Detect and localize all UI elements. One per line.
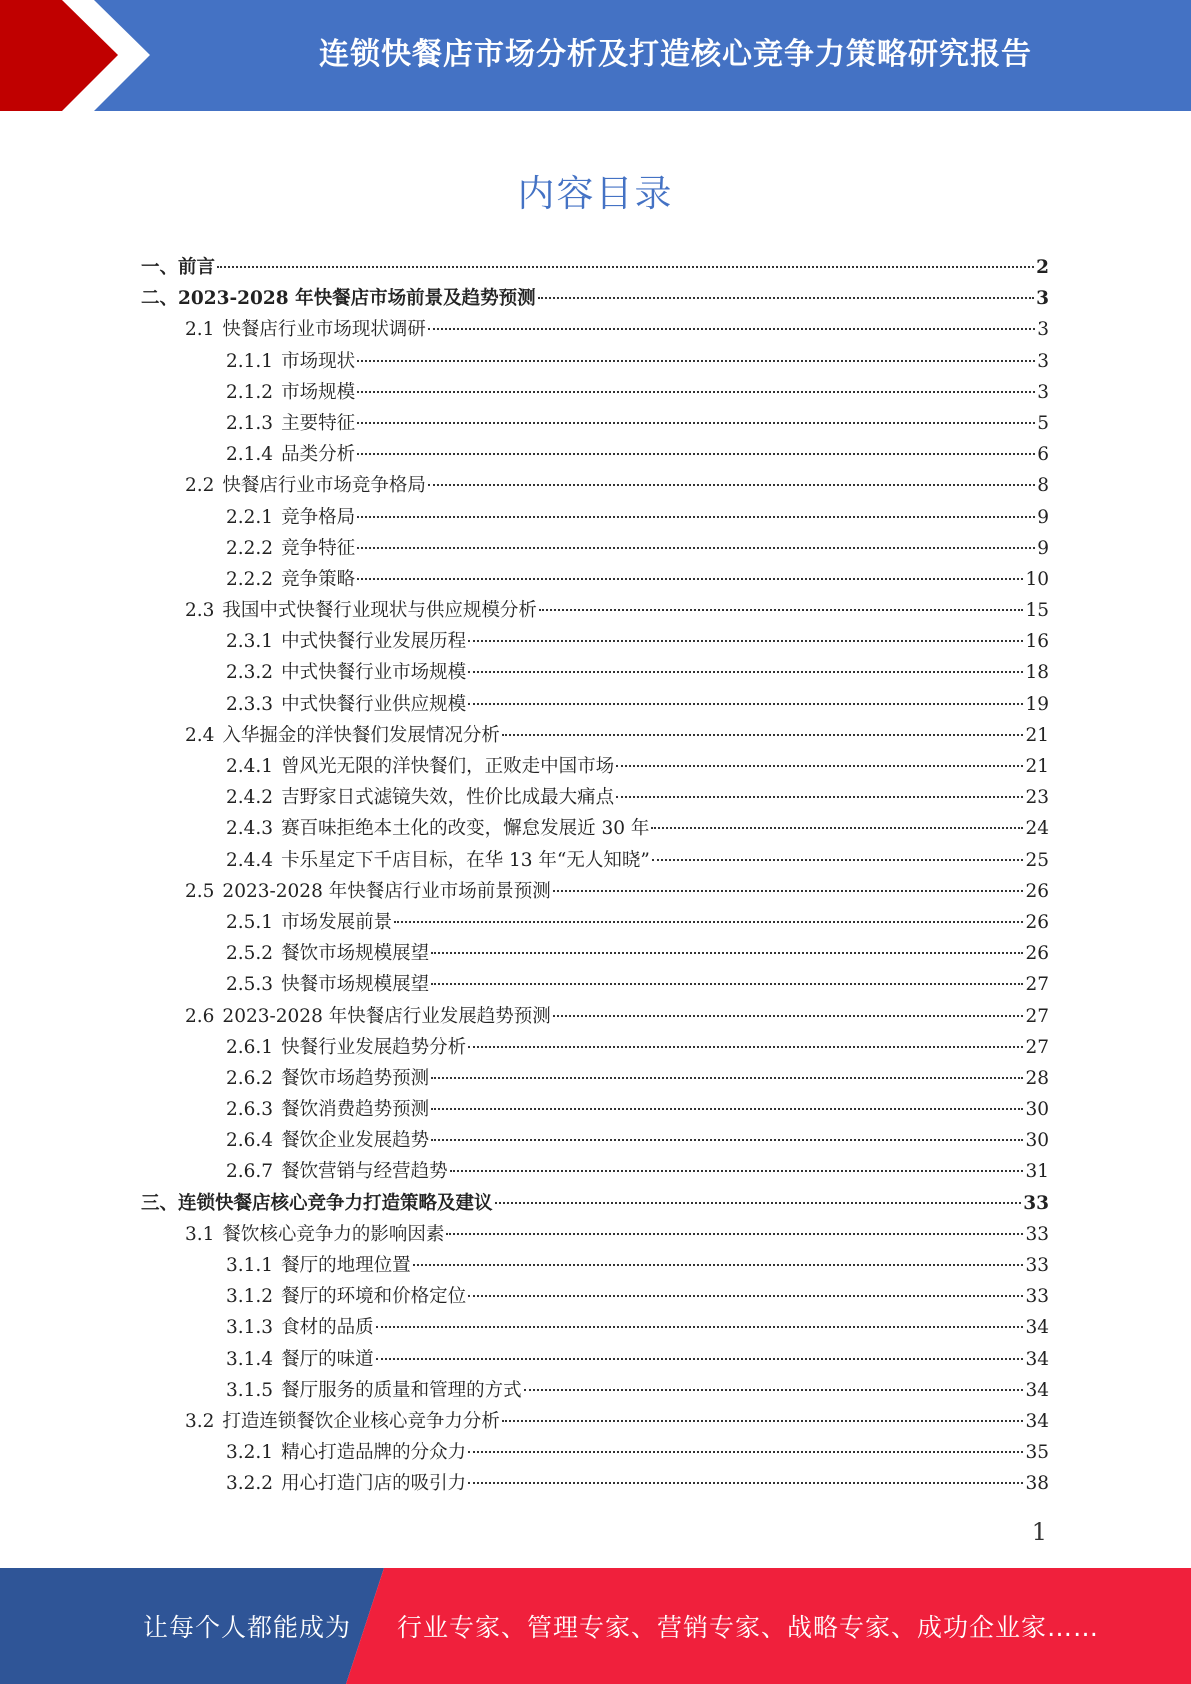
toc-dot-leader: [539, 609, 1024, 611]
report-title: 连锁快餐店市场分析及打造核心竞争力策略研究报告: [319, 37, 1032, 72]
toc-entry-page: 30: [1025, 1130, 1049, 1152]
toc-entry-title: 入华掘金的洋快餐们发展情况分析: [222, 724, 500, 746]
toc-entry-page: 21: [1025, 756, 1049, 777]
toc-entry-number: 2.2.2: [226, 568, 274, 590]
toc-entry-number: 2.2: [185, 475, 215, 497]
toc-dot-leader: [553, 890, 1024, 892]
toc-entry-number: 2.1: [185, 319, 215, 341]
toc-entry-title: 前言: [178, 257, 216, 278]
toc-entry-number: 2.6.7: [226, 1161, 274, 1183]
toc-entry[interactable]: [141, 315, 1049, 346]
toc-entry-number: 2.6: [185, 1005, 215, 1027]
toc-dot-leader: [538, 297, 1035, 299]
toc-entry[interactable]: [141, 658, 1049, 689]
toc-dot-leader: [553, 1015, 1024, 1017]
toc-entry[interactable]: [141, 503, 1049, 534]
header-banner: [0, 0, 1191, 111]
toc-dot-leader: [357, 360, 1035, 362]
toc-entry[interactable]: [141, 440, 1049, 471]
toc-dot-leader: [651, 827, 1023, 829]
toc-entry-title: 2023-2028 年快餐店行业发展趋势预测: [222, 1005, 551, 1027]
toc-entry-title: 市场规模: [281, 381, 356, 403]
toc-dot-leader: [357, 516, 1035, 518]
toc-entry-number: 3.1.4: [226, 1348, 274, 1370]
toc-dot-leader: [468, 703, 1023, 705]
toc-entry-number: 2.6.4: [226, 1130, 274, 1152]
toc-entry-number: 二、: [141, 288, 179, 310]
toc-entry-page: 21: [1025, 724, 1049, 746]
toc-dot-leader: [431, 952, 1023, 954]
toc-entry-title: 快餐店行业市场竞争格局: [222, 475, 426, 497]
toc-entry-title: 餐厅的味道: [281, 1348, 374, 1370]
toc-entry[interactable]: [141, 1282, 1049, 1313]
toc-entry-number: 3.1.3: [226, 1317, 274, 1339]
toc-entry-title: 吉野家日式滤镜失效，性价比成最大痛点: [281, 787, 615, 809]
toc-entry[interactable]: [141, 253, 1049, 284]
toc-entry-page: 3: [1036, 288, 1049, 310]
toc-entry-title: 打造连锁餐饮企业核心竞争力分析: [222, 1410, 500, 1432]
toc-dot-leader: [357, 453, 1035, 455]
toc-entry-title: 2023-2028 年快餐店行业市场前景预测: [222, 880, 551, 902]
toc-entry-title: 竞争格局: [281, 506, 356, 528]
toc-entry-page: 18: [1025, 662, 1049, 684]
toc-entry[interactable]: [141, 939, 1049, 970]
toc-entry[interactable]: [141, 908, 1049, 939]
toc-entry-number: 2.3.1: [226, 631, 274, 653]
toc-dot-leader: [357, 391, 1035, 393]
toc-entry-page: 27: [1025, 1036, 1049, 1058]
toc-entry[interactable]: [141, 690, 1049, 721]
toc-entry-number: 2.6.2: [226, 1067, 274, 1089]
toc-entry[interactable]: [141, 1064, 1049, 1095]
toc-entry-number: 3.2.2: [226, 1473, 274, 1495]
toc-entry-title: 用心打造门店的吸引力: [281, 1473, 467, 1495]
toc-entry-page: 3: [1037, 350, 1049, 372]
toc-dot-leader: [357, 578, 1023, 580]
toc-entry[interactable]: [141, 752, 1049, 783]
toc-dot-leader: [468, 1046, 1023, 1048]
toc-entry-title: 连锁快餐店核心竞争力打造策略及建议: [178, 1192, 493, 1214]
toc-entry-title: 中式快餐行业市场规模: [281, 662, 467, 684]
toc-entry-page: 33: [1025, 1255, 1049, 1276]
toc-entry-number: 2.1.2: [226, 381, 274, 403]
toc-dot-leader: [376, 1326, 1024, 1328]
toc-entry-number: 一、: [141, 257, 179, 278]
toc-entry[interactable]: [141, 1345, 1049, 1376]
toc-entry-page: 38: [1025, 1473, 1049, 1495]
toc-entry-number: 3.1.5: [226, 1379, 274, 1401]
toc-entry-page: 8: [1037, 475, 1049, 497]
toc-dot-leader: [431, 1077, 1023, 1079]
toc-dot-leader: [431, 983, 1023, 985]
toc-dot-leader: [428, 328, 1035, 330]
toc-entry[interactable]: [141, 565, 1049, 596]
toc-dot-leader: [616, 796, 1023, 798]
toc-entry[interactable]: [141, 877, 1049, 908]
toc-dot-leader: [450, 1170, 1024, 1172]
toc-entry-title: 品类分析: [281, 444, 356, 466]
toc-entry[interactable]: [141, 814, 1049, 845]
toc-entry-title: 我国中式快餐行业现状与供应规模分析: [222, 600, 537, 622]
toc-entry-title: 餐饮营销与经营趋势: [281, 1161, 448, 1183]
toc-entry-page: 26: [1025, 911, 1049, 933]
toc-entry[interactable]: [141, 1189, 1049, 1220]
toc-dot-leader: [495, 1202, 1022, 1204]
footer-slogan-right: 行业专家、管理专家、营销专家、战略专家、成功企业家……: [397, 1613, 1100, 1642]
toc-entry-page: 34: [1025, 1348, 1049, 1370]
toc-entry-page: 5: [1037, 412, 1049, 434]
footer-slogan-left: 让每个人都能成为: [143, 1613, 352, 1642]
toc-entry-number: 3.2: [185, 1410, 215, 1432]
toc-entry-page: 34: [1025, 1379, 1049, 1401]
toc-entry-page: 19: [1025, 693, 1049, 715]
toc-entry-page: 16: [1025, 631, 1049, 653]
toc-entry[interactable]: [141, 721, 1049, 752]
toc-entry-page: 9: [1037, 537, 1049, 559]
toc-entry-title: 市场现状: [281, 350, 356, 372]
toc-entry-title: 卡乐星定下千店目标，在华 13 年“无人知晓”: [281, 849, 650, 871]
toc-entry[interactable]: [141, 347, 1049, 378]
toc-entry-number: 2.4.2: [226, 787, 274, 809]
toc-entry-number: 2.4.3: [226, 818, 274, 840]
toc-entry[interactable]: [141, 846, 1049, 877]
toc-entry[interactable]: [141, 1469, 1049, 1500]
toc-entry-title: 餐饮消费趋势预测: [281, 1099, 430, 1121]
toc-dot-leader: [376, 1358, 1024, 1360]
toc-entry-number: 3.2.1: [226, 1442, 274, 1464]
toc-entry-page: 31: [1025, 1161, 1049, 1183]
toc-entry[interactable]: [141, 1126, 1049, 1157]
toc-entry-number: 3.1: [185, 1223, 215, 1245]
toc-entry-title: 曾风光无限的洋快餐们，正败走中国市场: [281, 756, 615, 777]
toc-entry[interactable]: [141, 1313, 1049, 1344]
toc-entry-title: 中式快餐行业供应规模: [281, 693, 467, 715]
toc-dot-leader: [468, 1451, 1023, 1453]
toc-entry[interactable]: [141, 1438, 1049, 1469]
toc-entry-number: 2.3.2: [226, 662, 274, 684]
toc-entry[interactable]: [141, 970, 1049, 1001]
toc-dot-leader: [217, 266, 1034, 268]
toc-entry-title: 快餐店行业市场现状调研: [222, 319, 426, 341]
toc-entry-page: 10: [1025, 568, 1049, 590]
toc-entry-number: 2.2.2: [226, 537, 274, 559]
toc-entry-title: 主要特征: [281, 412, 356, 434]
toc-entry-title: 餐饮市场趋势预测: [281, 1067, 430, 1089]
toc-entry-number: 2.5: [185, 880, 215, 902]
toc-entry-title: 竞争策略: [281, 568, 356, 590]
toc-entry[interactable]: [141, 1095, 1049, 1126]
toc-entry-number: 2.5.3: [226, 974, 274, 996]
toc-dot-leader: [357, 422, 1035, 424]
toc-entry-title: 餐厅服务的质量和管理的方式: [281, 1379, 522, 1401]
toc-entry-number: 2.3.3: [226, 693, 274, 715]
toc-entry-title: 餐饮市场规模展望: [281, 943, 430, 965]
toc-dot-leader: [431, 1139, 1023, 1141]
toc-dot-leader: [468, 671, 1023, 673]
toc-entry-number: 2.6.3: [226, 1099, 274, 1121]
toc-dot-leader: [502, 1420, 1024, 1422]
toc-entry-page: 9: [1037, 506, 1049, 528]
toc-entry-title: 餐厅的环境和价格定位: [281, 1286, 467, 1308]
toc-entry-title: 餐厅的地理位置: [281, 1255, 411, 1276]
toc-entry-page: 26: [1025, 943, 1049, 965]
toc-entry-number: 2.5.2: [226, 943, 274, 965]
toc-entry-page: 34: [1025, 1317, 1049, 1339]
toc-entry[interactable]: [141, 1220, 1049, 1251]
toc-entry-number: 2.1.1: [226, 350, 274, 372]
toc-entry-page: 3: [1037, 381, 1049, 403]
toc-dot-leader: [468, 1482, 1023, 1484]
toc-entry-title: 赛百味拒绝本土化的改变，懈怠发展近 30 年: [281, 818, 650, 840]
toc-dot-leader: [431, 1108, 1023, 1110]
toc-entry-number: 2.1.4: [226, 444, 274, 466]
toc-dot-leader: [428, 484, 1035, 486]
toc-dot-leader: [616, 765, 1023, 767]
toc-entry-number: 2.2.1: [226, 506, 274, 528]
toc-entry[interactable]: [141, 627, 1049, 658]
toc-entry-number: 3.1.2: [226, 1286, 274, 1308]
toc-entry-page: 26: [1025, 880, 1049, 902]
toc-entry[interactable]: [141, 471, 1049, 502]
toc-entry-title: 快餐市场规模展望: [281, 974, 430, 996]
toc-dot-leader: [652, 859, 1024, 861]
toc-entry-number: 2.4.4: [226, 849, 274, 871]
toc-entry-page: 2: [1036, 257, 1049, 278]
toc-entry-page: 33: [1023, 1192, 1049, 1214]
toc-entry[interactable]: [141, 1002, 1049, 1033]
toc-entry-title: 精心打造品牌的分众力: [281, 1442, 467, 1464]
toc-entry-page: 28: [1025, 1067, 1049, 1089]
toc-entry[interactable]: [141, 596, 1049, 627]
toc-entry-title: 2023-2028 年快餐店市场前景及趋势预测: [178, 288, 536, 310]
toc-entry[interactable]: [141, 534, 1049, 565]
toc-entry-page: 34: [1025, 1410, 1049, 1432]
toc-entry-page: 35: [1025, 1442, 1049, 1464]
toc-entry[interactable]: [141, 1376, 1049, 1407]
toc-dot-leader: [524, 1389, 1024, 1391]
toc-dot-leader: [468, 1295, 1023, 1297]
toc-entry[interactable]: [141, 1157, 1049, 1188]
toc-entry-page: 24: [1025, 818, 1049, 840]
toc-dot-leader: [394, 921, 1023, 923]
toc-entry-page: 25: [1025, 849, 1049, 871]
toc-entry-title: 快餐行业发展趋势分析: [281, 1036, 467, 1058]
toc-entry-page: 30: [1025, 1099, 1049, 1121]
toc-dot-leader: [468, 640, 1023, 642]
toc-entry-page: 3: [1037, 319, 1049, 341]
toc-entry-number: 2.4: [185, 724, 215, 746]
toc-entry-title: 餐饮企业发展趋势: [281, 1130, 430, 1152]
toc-entry-number: 2.1.3: [226, 412, 274, 434]
toc-entry-page: 33: [1025, 1286, 1049, 1308]
toc-dot-leader: [413, 1264, 1024, 1266]
toc-dot-leader: [357, 547, 1035, 549]
toc-dot-leader: [502, 734, 1024, 736]
toc-entry-page: 15: [1025, 600, 1049, 622]
toc-entry[interactable]: [141, 409, 1049, 440]
toc-entry-number: 2.3: [185, 600, 215, 622]
toc-heading: 内容目录: [517, 172, 674, 215]
toc-entry[interactable]: [141, 1407, 1049, 1438]
table-of-contents: [141, 253, 1049, 1501]
toc-entry-number: 3.1.1: [226, 1255, 274, 1276]
toc-entry-page: 23: [1025, 787, 1049, 809]
page-number: 1: [1031, 1518, 1047, 1546]
toc-entry-title: 餐饮核心竞争力的影响因素: [222, 1223, 445, 1245]
toc-entry-title: 竞争特征: [281, 537, 356, 559]
toc-entry-number: 三、: [141, 1192, 179, 1214]
toc-dot-leader: [446, 1233, 1023, 1235]
toc-entry-page: 33: [1025, 1223, 1049, 1245]
toc-entry-title: 中式快餐行业发展历程: [281, 631, 467, 653]
toc-entry-number: 2.6.1: [226, 1036, 274, 1058]
toc-entry[interactable]: [141, 1251, 1049, 1282]
toc-entry-page: 6: [1037, 444, 1049, 466]
toc-entry-page: 27: [1025, 1005, 1049, 1027]
toc-entry-title: 食材的品质: [281, 1317, 374, 1339]
toc-entry-title: 市场发展前景: [281, 911, 393, 933]
toc-entry[interactable]: [141, 783, 1049, 814]
footer-banner: [0, 1568, 1191, 1684]
toc-entry[interactable]: [141, 284, 1049, 315]
toc-entry-number: 2.4.1: [226, 756, 274, 777]
toc-entry[interactable]: [141, 378, 1049, 409]
toc-entry-number: 2.5.1: [226, 911, 274, 933]
toc-entry[interactable]: [141, 1033, 1049, 1064]
toc-entry-page: 27: [1025, 974, 1049, 996]
